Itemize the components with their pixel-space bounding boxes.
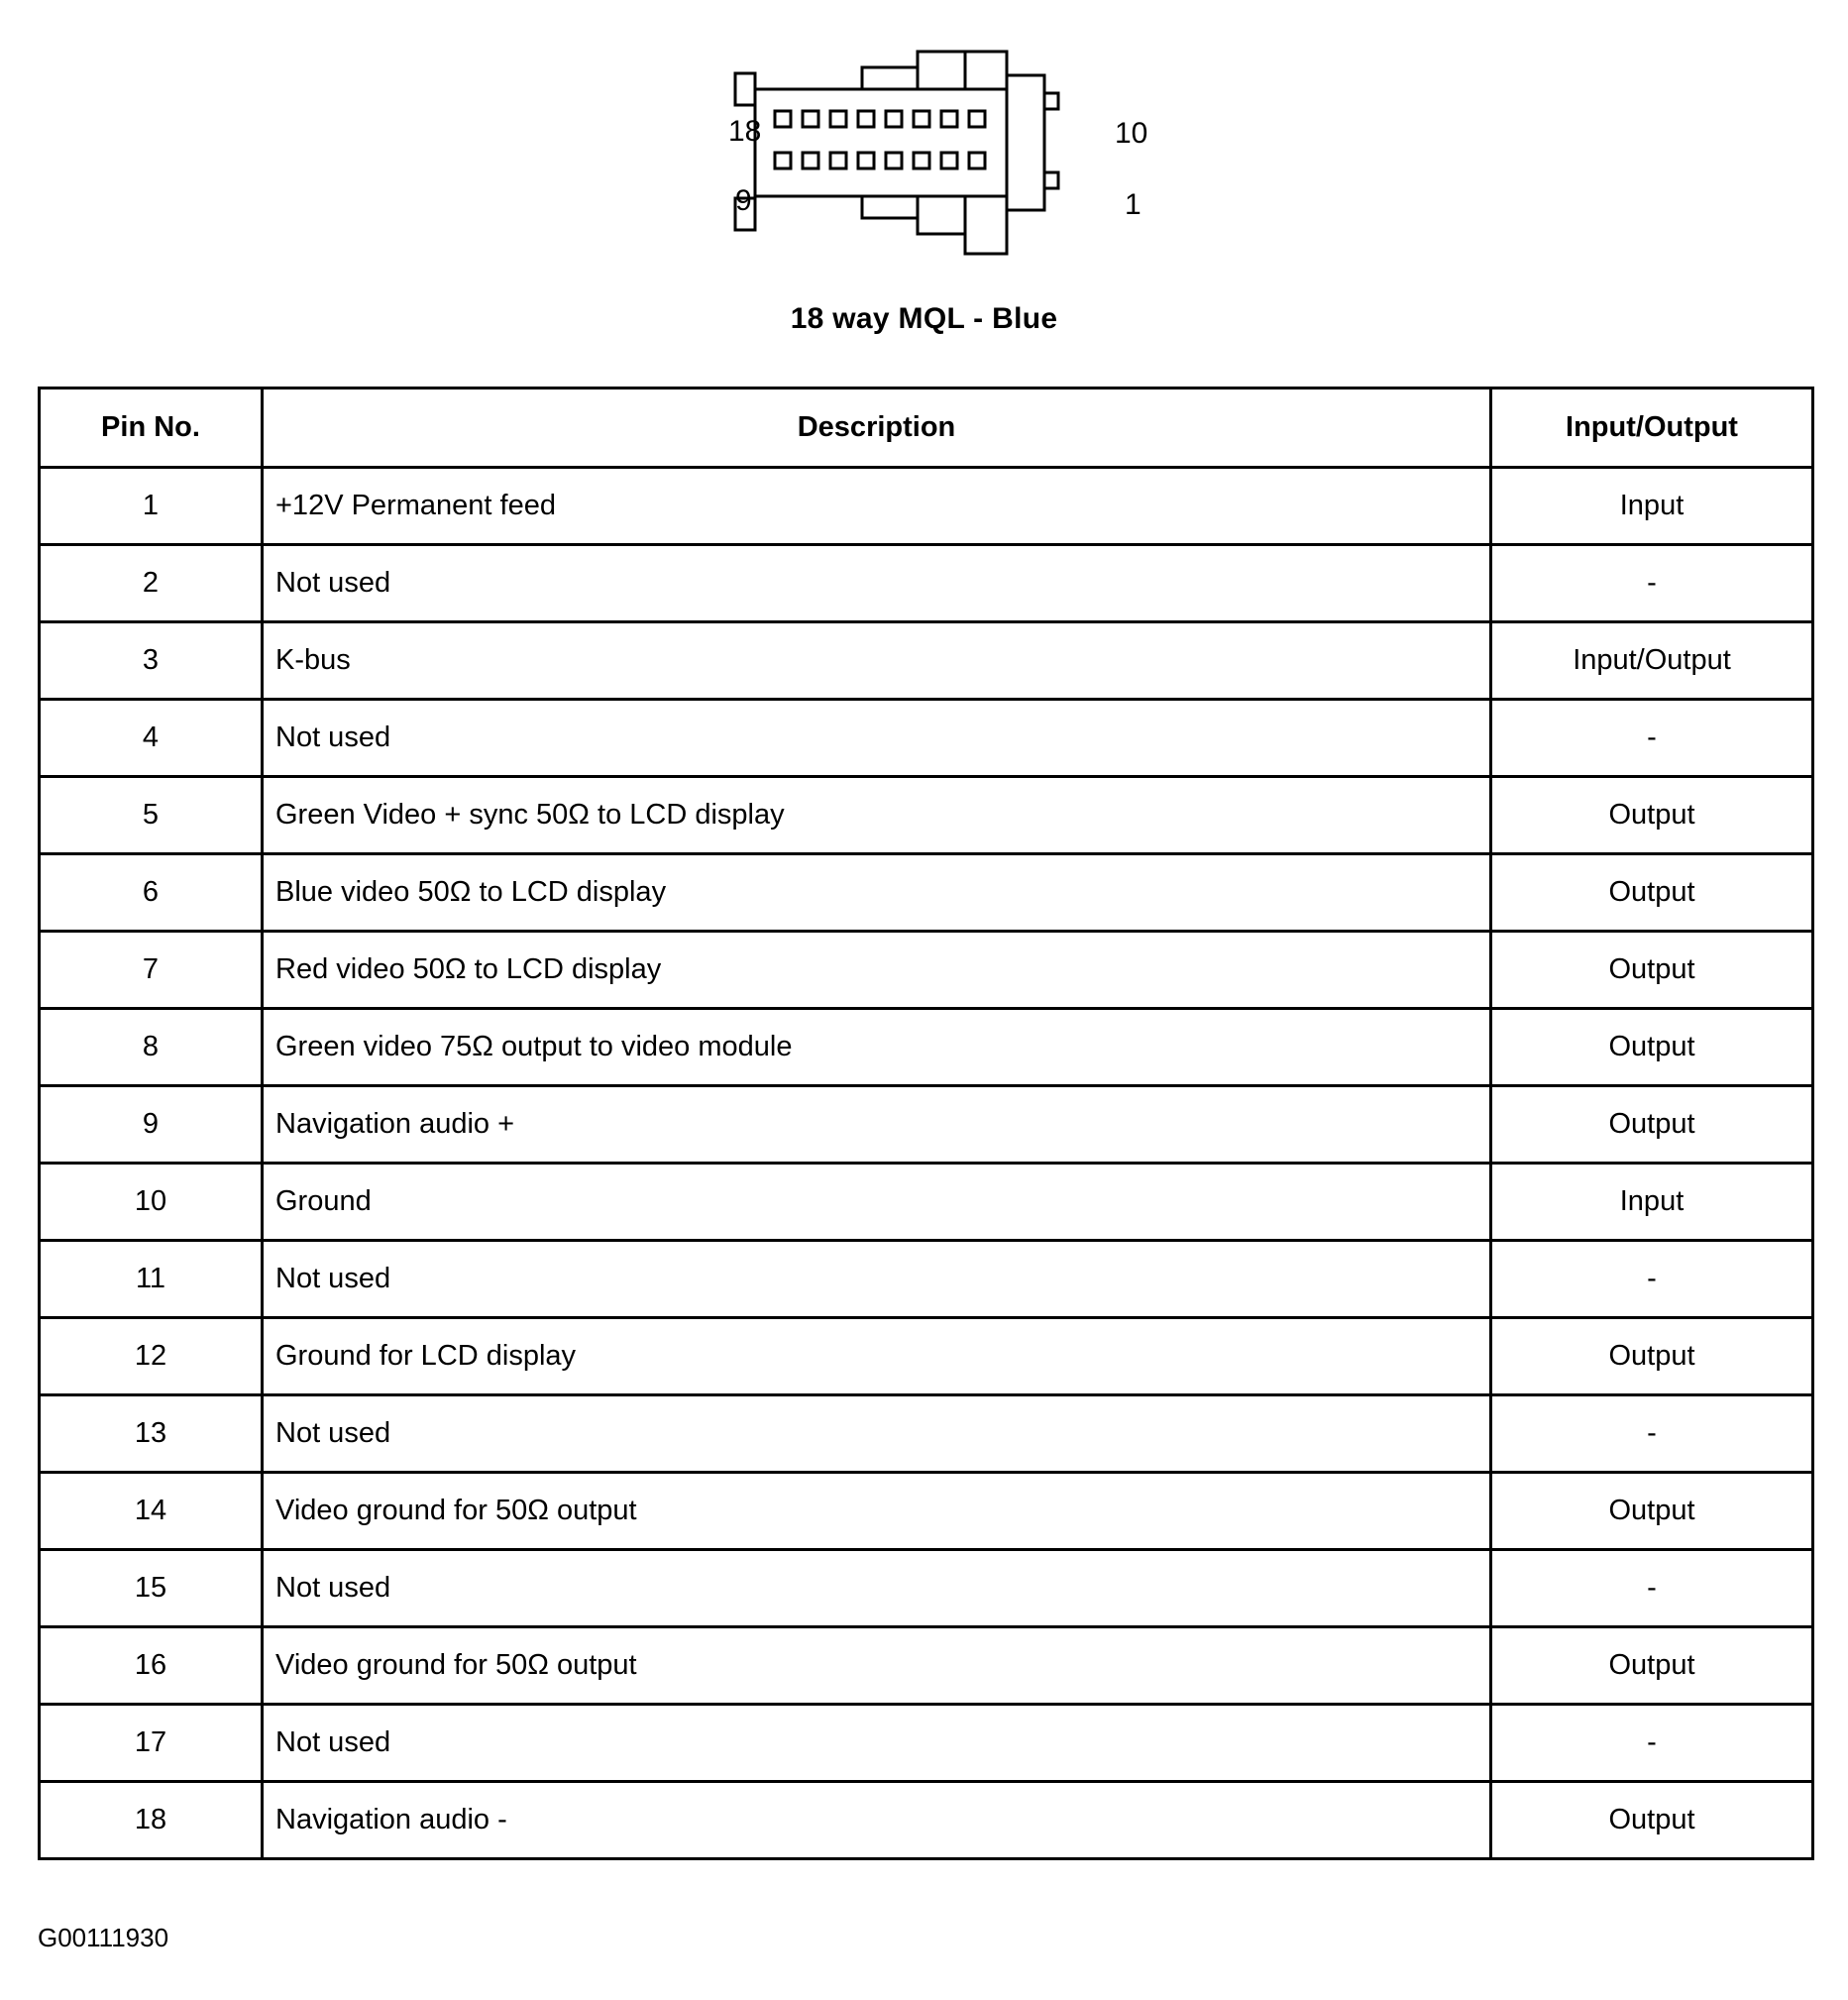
pin-label-bottom-left: 9: [735, 184, 752, 217]
column-header-description: Description: [263, 389, 1491, 468]
cell-description: Not used: [263, 1550, 1491, 1627]
cell-pin: 3: [40, 622, 263, 700]
table-row: [40, 932, 1813, 1009]
table-row: [40, 1627, 1813, 1705]
cell-pin: 14: [40, 1473, 263, 1550]
table-row: [40, 1086, 1813, 1164]
column-header-io: Input/Output: [1491, 389, 1813, 468]
cell-description: Ground: [263, 1164, 1491, 1241]
cell-io: -: [1491, 545, 1813, 622]
cell-pin: 5: [40, 777, 263, 854]
cell-description: Blue video 50Ω to LCD display: [263, 854, 1491, 932]
cell-pin: 2: [40, 545, 263, 622]
cell-io: Output: [1491, 1627, 1813, 1705]
table-row: [40, 545, 1813, 622]
cell-description: Not used: [263, 545, 1491, 622]
connector-diagram: [0, 0, 1848, 335]
table-row: [40, 1782, 1813, 1859]
cell-pin: 12: [40, 1318, 263, 1395]
cell-io: Output: [1491, 1086, 1813, 1164]
pin-label-top-left: 18: [728, 115, 762, 148]
table-row: [40, 1550, 1813, 1627]
cell-description: Video ground for 50Ω output: [263, 1627, 1491, 1705]
figure-code: G00111930: [38, 1923, 169, 1952]
cell-pin: 1: [40, 468, 263, 545]
cell-pin: 6: [40, 854, 263, 932]
cell-description: Navigation audio +: [263, 1086, 1491, 1164]
cell-description: Red video 50Ω to LCD display: [263, 932, 1491, 1009]
connector-illustration: [713, 50, 1149, 258]
cell-io: Input/Output: [1491, 622, 1813, 700]
cell-pin: 18: [40, 1782, 263, 1859]
cell-description: Navigation audio -: [263, 1782, 1491, 1859]
cell-pin: 11: [40, 1241, 263, 1318]
cell-pin: 9: [40, 1086, 263, 1164]
cell-pin: 15: [40, 1550, 263, 1627]
cell-description: Green Video + sync 50Ω to LCD display: [263, 777, 1491, 854]
column-header-pin: Pin No.: [40, 389, 263, 468]
cell-io: Output: [1491, 1473, 1813, 1550]
cell-io: Output: [1491, 854, 1813, 932]
cell-pin: 7: [40, 932, 263, 1009]
cell-io: Output: [1491, 1009, 1813, 1086]
cell-io: Input: [1491, 468, 1813, 545]
cell-io: -: [1491, 1550, 1813, 1627]
cell-pin: 10: [40, 1164, 263, 1241]
cell-description: Video ground for 50Ω output: [263, 1473, 1491, 1550]
cell-io: Output: [1491, 1318, 1813, 1395]
cell-io: -: [1491, 700, 1813, 777]
pin-label-top-right: 10: [1115, 117, 1148, 150]
cell-description: Not used: [263, 1241, 1491, 1318]
table-row: [40, 700, 1813, 777]
diagram-title: 18 way MQL - Blue: [790, 302, 1058, 335]
table-row: [40, 468, 1813, 545]
table-row: [40, 1318, 1813, 1395]
cell-io: -: [1491, 1241, 1813, 1318]
cell-description: K-bus: [263, 622, 1491, 700]
cell-description: Not used: [263, 1395, 1491, 1473]
table-row: [40, 1009, 1813, 1086]
cell-description: +12V Permanent feed: [263, 468, 1491, 545]
cell-pin: 16: [40, 1627, 263, 1705]
cell-description: Not used: [263, 700, 1491, 777]
pin-label-bottom-right: 1: [1125, 188, 1141, 221]
table-row: [40, 854, 1813, 932]
cell-description: Green video 75Ω output to video module: [263, 1009, 1491, 1086]
cell-io: -: [1491, 1705, 1813, 1782]
table-row: [40, 1241, 1813, 1318]
cell-io: Output: [1491, 932, 1813, 1009]
pinout-table: [38, 387, 1814, 1860]
cell-io: -: [1491, 1395, 1813, 1473]
cell-pin: 4: [40, 700, 263, 777]
table-row: [40, 1395, 1813, 1473]
cell-pin: 8: [40, 1009, 263, 1086]
table-header-row: [40, 389, 1813, 468]
table-row: [40, 777, 1813, 854]
table-row: [40, 1164, 1813, 1241]
table-row: [40, 1473, 1813, 1550]
cell-description: Not used: [263, 1705, 1491, 1782]
cell-io: Output: [1491, 777, 1813, 854]
cell-pin: 17: [40, 1705, 263, 1782]
cell-pin: 13: [40, 1395, 263, 1473]
table-row: [40, 622, 1813, 700]
cell-io: Output: [1491, 1782, 1813, 1859]
cell-description: Ground for LCD display: [263, 1318, 1491, 1395]
table-row: [40, 1705, 1813, 1782]
cell-io: Input: [1491, 1164, 1813, 1241]
